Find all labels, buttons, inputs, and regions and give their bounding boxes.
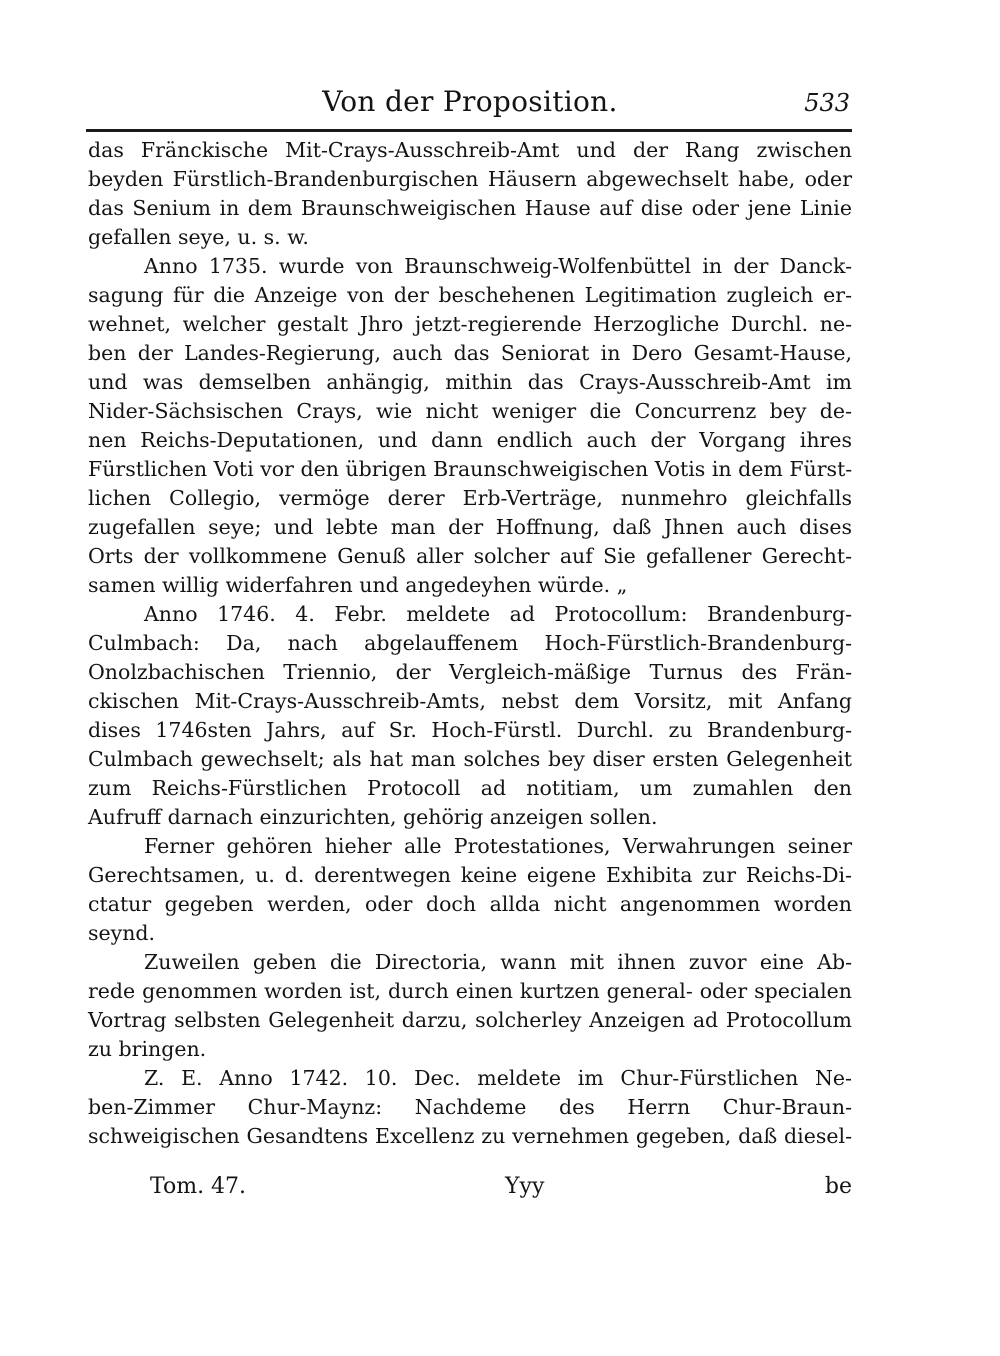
text-line: dises 1746sten Jahrs, auf Sr. Hoch-Fürstl. Durchl. zu Brandenburg- <box>88 718 852 742</box>
text-line: ben der Landes-Regierung, auch das Seniorat in Dero Gesamt-Hause, <box>88 341 852 365</box>
text-line: nen Reichs-Deputationen, und dann endlich auch der Vorgang ihres <box>88 428 852 452</box>
page-footer <box>150 1172 852 1202</box>
text-line: Fürstlichen Voti vor den übrigen Braunschweigischen Votis in dem Fürst- <box>88 457 853 481</box>
catchword: be <box>824 1174 852 1199</box>
text-line: Nider-Sächsischen Crays, wie nicht weniger die Concurrenz bey de- <box>88 399 852 423</box>
text-line: das Fränckische Mit-Crays-Ausschreib-Amt und der Rang zwischen <box>88 138 852 162</box>
text-line: Aufruff darnach einzurichten, gehörig anzeigen sollen. <box>88 805 658 829</box>
text-line: rede genommen worden ist, durch einen kurtzen general- oder specialen <box>88 979 852 1003</box>
text-line: gefallen seye, u. s. w. <box>88 225 309 249</box>
text-line: Onolzbachischen Triennio, der Vergleich-mäßige Turnus des Frän- <box>88 660 852 684</box>
text-line: zu bringen. <box>88 1037 207 1061</box>
text-line: wehnet, welcher gestalt Jhro jetzt-regierende Herzogliche Durchl. ne- <box>88 312 852 336</box>
text-line: ben-Zimmer Chur-Maynz: Nachdeme des Herrn Chur-Braun- <box>88 1095 852 1119</box>
paragraph-start-line: Ferner gehören hieher alle Protestationes, Verwahrungen seiner <box>144 834 852 858</box>
text-line: zum Reichs-Fürstlichen Protocoll ad notitiam, um zumahlen den <box>88 776 852 800</box>
text-line: zugefallen seye; und lebte man der Hoffnung, daß Jhnen auch dises <box>88 515 852 539</box>
text-line: Gerechtsamen, u. d. derentwegen keine eigene Exhibita zur Reichs-Di- <box>88 863 852 887</box>
running-head <box>90 84 850 124</box>
text-line: und was demselben anhängig, mithin das Crays-Ausschreib-Amt im <box>88 370 852 394</box>
text-line: seynd. <box>88 921 156 945</box>
text-line: Culmbach: Da, nach abgelauffenem Hoch-Fürstlich-Brandenburg- <box>88 631 852 655</box>
header-rule <box>86 129 852 132</box>
paragraph-start-line: Anno 1735. wurde von Braunschweig-Wolfenbüttel in der Danck- <box>144 254 852 278</box>
text-line: das Senium in dem Braunschweigischen Hause auf dise oder jene Linie <box>88 196 852 220</box>
body-text <box>88 136 852 1151</box>
paragraph-start-line: Zuweilen geben die Directoria, wann mit ihnen zuvor eine Ab- <box>144 950 852 974</box>
text-line: beyden Fürstlich-Brandenburgischen Häusern abgewechselt habe, oder <box>88 167 852 191</box>
text-line: ckischen Mit-Crays-Ausschreib-Amts, nebst dem Vorsitz, mit Anfang <box>88 689 852 713</box>
text-line: schweigischen Gesandtens Excellenz zu vernehmen gegeben, daß diesel- <box>88 1124 852 1148</box>
text-line: lichen Collegio, vermöge derer Erb-Verträge, nunmehro gleichfalls <box>88 486 852 510</box>
text-line: sagung für die Anzeige von der beschehenen Legitimation zugleich er- <box>88 283 852 307</box>
tome-label: Tom. 47. <box>150 1174 247 1199</box>
signature-mark: Yyy <box>505 1174 545 1199</box>
text-line: samen willig widerfahren und angedeyhen würde. „ <box>88 573 628 597</box>
page-number: 533 <box>804 89 850 117</box>
running-title: Von der Proposition. <box>322 85 618 118</box>
text-line: Culmbach gewechselt; als hat man solches bey diser ersten Gelegenheit <box>88 747 852 771</box>
text-line: ctatur gegeben werden, oder doch allda nicht angenommen worden <box>88 892 852 916</box>
text-line: Vortrag selbsten Gelegenheit darzu, solcherley Anzeigen ad Protocollum <box>88 1008 852 1032</box>
text-line: Orts der vollkommene Genuß aller solcher auf Sie gefallener Gerecht- <box>88 544 852 568</box>
paragraph-start-line: Z. E. Anno 1742. 10. Dec. meldete im Chur-Fürstlichen Ne- <box>144 1066 852 1090</box>
paragraph-start-line: Anno 1746. 4. Febr. meldete ad Protocollum: Brandenburg- <box>144 602 852 626</box>
